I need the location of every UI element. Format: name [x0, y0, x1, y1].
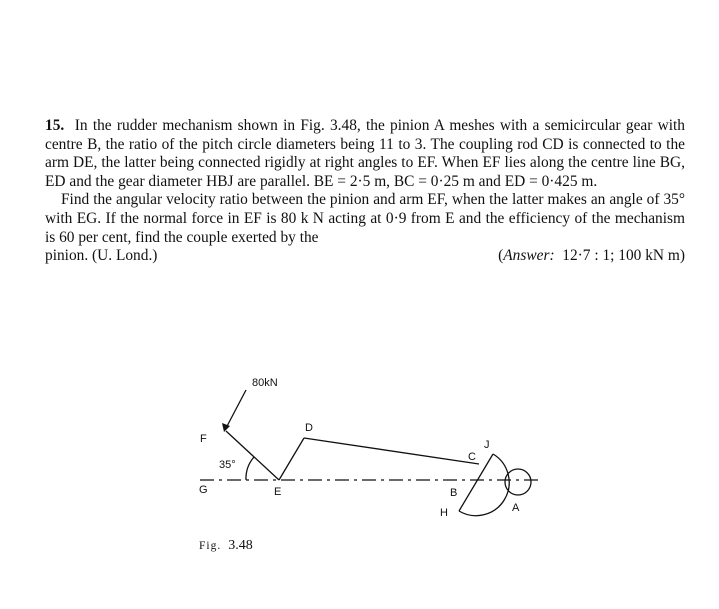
coupling-rod-cd	[304, 438, 479, 464]
point-a-label: A	[512, 502, 520, 514]
answer-value: 12·7 : 1; 100 kN m	[562, 247, 680, 265]
semicircular-gear	[459, 454, 509, 516]
problem-number: 15.	[45, 117, 65, 134]
point-e-label: E	[274, 486, 282, 498]
answer-label: Answer:	[503, 247, 555, 265]
arm-ef	[226, 431, 279, 480]
point-d-label: D	[305, 422, 313, 434]
gear-diameter-hbj	[459, 454, 493, 511]
point-h-label: H	[440, 507, 448, 519]
paragraph-2-text: Find the angular velocity ratio between the pinion and arm EF, when the latter makes an angle of 35° with EG. If the normal force in EF is 80 k N acting at 0·9 from E and the efficiency of the mechanism is 60 per cent, find the couple exerted by the	[45, 191, 685, 246]
point-b-label: B	[450, 487, 458, 499]
paragraph-2-end: pinion. (U. Lond.)	[45, 247, 158, 265]
paragraph-1-text: In the rudder mechanism shown in Fig. 3.48, the pinion A meshes with a semicircular gear with centre B, the ratio of the pitch circle diameters being 11 to 3. The coupling rod CD is connected to the arm DE, the latter being connected rigidly at right angles to EF. When EF lies along the centre line BG, ED and the gear diameter HBJ are parallel. BE = 2·5 m, BC = 0·25 m and ED = 0·425 m.	[45, 117, 685, 190]
angle-arc	[246, 457, 254, 480]
angle-label: 35°	[219, 459, 236, 471]
point-c-label: C	[468, 451, 476, 463]
caption-prefix: Fig.	[199, 540, 222, 552]
caption-number: 3.48	[228, 538, 253, 553]
point-j-label: J	[484, 439, 490, 451]
force-arrow	[225, 390, 246, 430]
force-arrowhead	[222, 423, 230, 432]
figure-caption	[199, 538, 253, 554]
arm-ed	[279, 438, 304, 480]
force-label: 80kN	[252, 377, 278, 389]
answer: (Answer: 12·7 : 1; 100 kN m)	[498, 247, 685, 265]
point-f-label: F	[200, 433, 207, 445]
point-g-label: G	[199, 484, 208, 496]
